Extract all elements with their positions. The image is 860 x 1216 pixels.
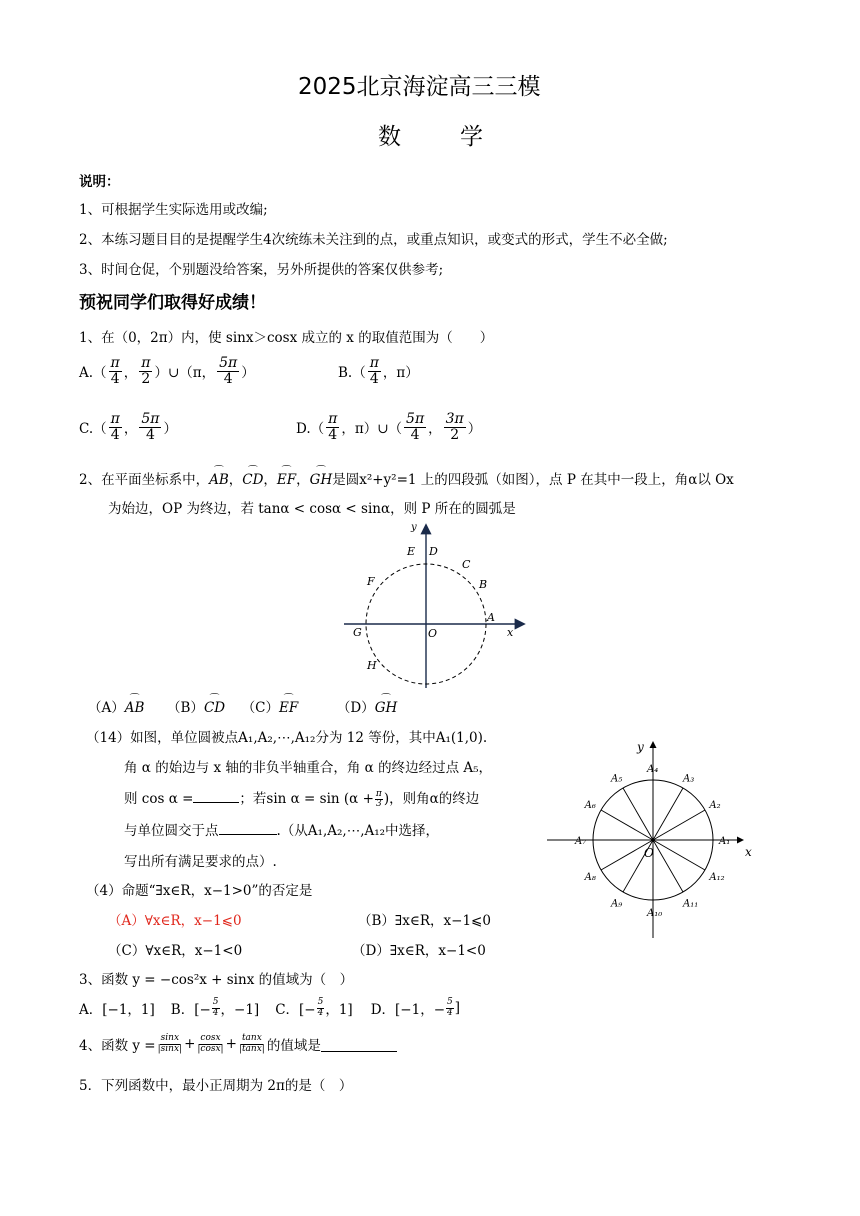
q2-stem-line2: 为始边，OP 为终边，若 tanα < cosα < sinα，则 P 所在的圆弧是 xyxy=(108,501,516,517)
spoke-11 xyxy=(653,840,683,892)
subject-char-2: 学 xyxy=(460,124,483,150)
q2-circle-figure xyxy=(340,520,535,692)
point-label-a6: A₆ xyxy=(584,800,596,811)
q14-blank-points[interactable] xyxy=(219,834,277,835)
q2-point-g: G xyxy=(353,626,362,639)
q2-y-label: y xyxy=(411,522,417,533)
q14-line4: 与单位圆交于点 .（从A₁,A₂,⋯,A₁₂中选择， xyxy=(124,823,440,839)
spoke-6 xyxy=(601,810,653,840)
q1-option-b: B.（ $\frac{\pi}{4}$ ，π） xyxy=(338,355,419,387)
note-item-3: 3、时间仓促，个别题没给答案，另外所提供的答案仅供参考; xyxy=(79,262,444,278)
q2-options: （A）⌒ AB （B）⌒ CD （C）⌒ EF （D）⌒ GH xyxy=(88,696,397,716)
q4neg-option-d: （D）∃x∈R，x−1<0 xyxy=(352,943,486,959)
note-item-2: 2、本练习题目目的是提醒学生4次统练未关注到的点，或重点知识，或变式的形式，学生不必全做; xyxy=(79,232,668,248)
spoke-12 xyxy=(653,840,705,870)
subject-char-1: 数 xyxy=(378,124,401,150)
point-label-a11: A₁₁ xyxy=(683,898,699,910)
q3-stem: 3、函数 y = −cos²x + sinx 的值域为（ ） xyxy=(79,972,354,988)
q14-x-label: x xyxy=(745,845,752,859)
spoke-3 xyxy=(653,788,683,840)
spoke-2 xyxy=(653,810,705,840)
q14-origin-label: O xyxy=(644,846,654,860)
q2-point-b: B xyxy=(479,578,488,591)
q14-line1: （14）如图，单位圆被点A₁,A₂,⋯,A₁₂分为 12 等份，其中A₁(1,0). xyxy=(86,730,488,746)
q14-y-label: y xyxy=(637,740,644,754)
point-label-a2: A₂ xyxy=(709,800,721,811)
q3-options: A．[−1，1] B．[− $\frac{5}{4}$ ，−1] C．[− $\frac{5}{4}$ ，1] D．[−1，− $\frac{5}{4}$ ] xyxy=(79,997,461,1018)
q1-option-a: A.（ $\frac{\pi}{4}$ ， $\frac{\pi}{2}$ ） ∪（π， $\frac{5\pi}{4}$ ） xyxy=(79,355,255,387)
spoke-5 xyxy=(623,788,653,840)
q4neg-option-b: （B）∃x∈R，x−1⩽0 xyxy=(358,913,491,929)
q4neg-stem: （4）命题“∃x∈R，x−1>0”的否定是 xyxy=(86,883,313,899)
q2-point-d: D xyxy=(429,545,438,558)
q2-point-a: A xyxy=(487,611,495,624)
q4-answer-blank[interactable] xyxy=(321,1037,397,1052)
q14-line3: 则 cos α = ；若sin α = sin (α + $\frac{\pi}{3}$ )，则角α的终边 xyxy=(124,788,480,809)
q14-line5: 写出所有满足要求的点）. xyxy=(124,854,277,870)
q5-stem: 5．下列函数中，最小正周期为 2π的是（ ） xyxy=(79,1078,353,1094)
point-label-a4: A₄ xyxy=(647,764,659,775)
q2-point-e: E xyxy=(407,545,416,558)
q14-blank-cos[interactable] xyxy=(193,802,239,803)
note-item-1: 1、可根据学生实际选用或改编; xyxy=(79,202,268,218)
notes-heading: 说明： xyxy=(79,174,120,190)
q4-stem: 4、函数 y = $\frac{\sin x}{|\sin x|}$ + $\frac{\cos x}{|\cos x|}$ + $\frac{\tan x}{|\tan x|}$ 的值域是 xyxy=(79,1034,397,1054)
point-label-a10: A₁₀ xyxy=(647,908,663,919)
point-label-a1: A₁ xyxy=(719,836,731,847)
point-label-a7: A₇ xyxy=(575,836,587,847)
q2-point-c: C xyxy=(462,558,471,571)
point-label-a3: A₃ xyxy=(683,773,695,785)
q2-point-f: F xyxy=(367,575,375,588)
q4neg-option-c: （C）∀x∈R，x−1<0 xyxy=(108,943,243,959)
point-label-a9: A₉ xyxy=(611,898,623,910)
q4neg-option-a: （A）∀x∈R，x−1⩽0 xyxy=(108,913,242,929)
page-title: 2025北京海淀高三三模 xyxy=(298,74,541,100)
q1-option-d: D.（ $\frac{\pi}{4}$ ，π）∪（ $\frac{5\pi}{4}$ ， $\frac{3\pi}{2}$ ） xyxy=(296,411,482,443)
q14-line2: 角 α 的始边与 x 轴的非负半轴重合，角 α 的终边经过点 A₅， xyxy=(124,760,493,776)
point-label-a8: A₈ xyxy=(584,872,596,883)
point-label-a5: A₅ xyxy=(611,773,623,785)
point-label-a12: A₁₂ xyxy=(709,872,725,883)
q1-option-c: C.（ $\frac{\pi}{4}$ ， $\frac{5\pi}{4}$ ） xyxy=(79,411,177,443)
q14-unit-circle-figure xyxy=(545,738,770,942)
wish-text: 预祝同学们取得好成绩！ xyxy=(79,293,266,313)
q2-origin-label: O xyxy=(428,627,438,640)
q1-stem: 1、在（0，2π）内，使 sinx＞cosx 成立的 x 的取值范围为（ ） xyxy=(79,330,494,346)
q2-x-label: x xyxy=(507,626,514,639)
q2-point-h: H xyxy=(367,659,377,672)
q2-stem-line1: 2、在平面坐标系中，⌒ AB，⌒ CD，⌒ EF，⌒ GH是圆x²+y²=1 上的四段弧（如图），点 P 在其中一段上，角α以 Ox xyxy=(79,468,734,488)
